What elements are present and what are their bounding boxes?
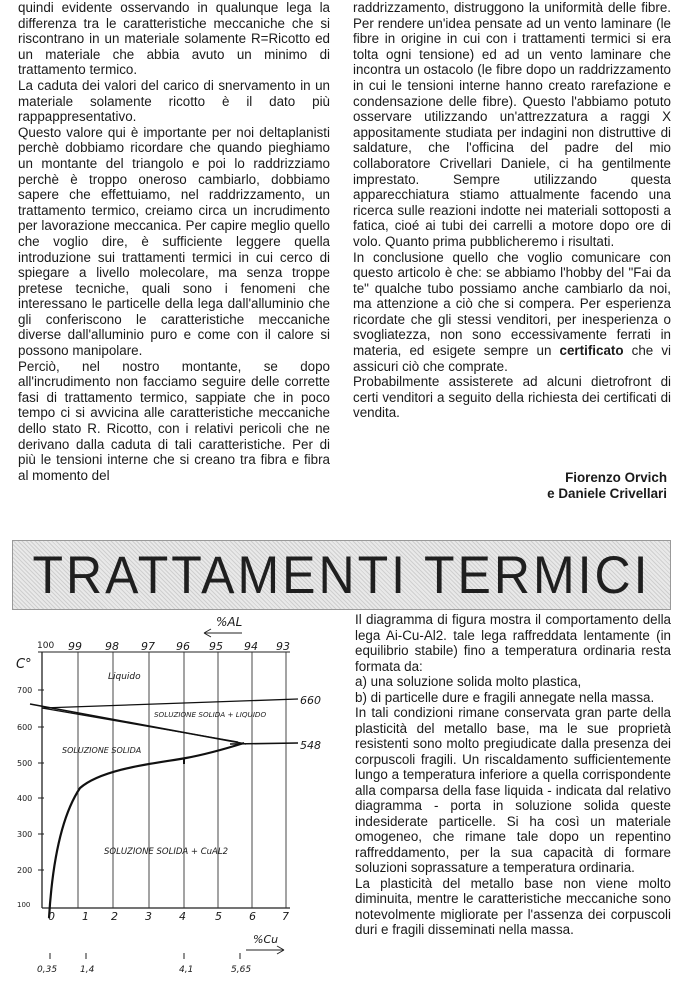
diagram-paragraph-1: Il diagramma di figura mostra il comportamento della lega Ai-Cu-Al2. tale lega raffreddata lentamente (in equilibrio stabile) fino a temperatura ordinaria resta formata da: [355,612,671,674]
y-tick-500: 500 [17,759,33,768]
mark-4-1: 4,1 [179,965,194,975]
y-tick-200: 200 [17,866,33,875]
left-paragraph-1: quindi evidente osservando in qualunque lega la differenza tra le caratteristiche meccaniche che si riscontrano in un materiale solamente R=Ricotto ed un materiale che abbia avuto un minimo di trattamento termico. [18,0,330,78]
composition-marks [50,953,240,959]
mark-1-4: 1,4 [80,965,95,975]
phase-diagram [8,608,348,997]
bottom-tick-2: 2 [111,910,118,923]
diagram-description-column [355,612,671,938]
right-paragraph-3: Probabilmente assisterete ad alcuni dietrofront di certi venditori a seguito della richiesta dei certificati di vendita. [353,374,671,421]
top-axis-title: %AL [216,615,243,629]
diagram-item-a: a) una soluzione solida molto plastica, [355,674,582,689]
right-paragraph-2-start: In conclusione quello che voglio comunicare con questo articolo è che: se abbiamo l'hobby del "Fai da te" qualche tubo possiamo anche cambiarlo da noi, ma attenzione a ciò che si compera. Per esperienza ricordate che gli stessi venditori, per inesperienza o svogliatezza, non sono eccessivamente ferrati in materia, ed esigete sempre un [353,249,671,359]
melting-line-660 [42,699,298,708]
top-tick-95: 95 [209,640,223,653]
region-solid-label: SOLUZIONE SOLIDA [62,746,142,755]
mark-0-35: 0,35 [37,965,58,975]
bottom-tick-7: 7 [282,910,289,923]
diagram-item-b: b) di particelle dure e fragili annegate nella massa. [355,689,655,705]
y-tick-700: 700 [17,686,33,695]
left-paragraph-4: Perciò, nel nostro montante, se dopo all'incrudimento non facciamo seguire delle corrette fasi di trattamento termico, sappiate che in poco tempo ci si avvicina alle caratteristiche meccaniche dello stato R. Ricotto, con i relativi pericoli che ne derivano dalla caduta di tali caratteristiche. Per di più le tensioni interne che si creano tra fibra e fibra al momento del [18,358,330,483]
top-tick-99: 99 [68,640,82,653]
bottom-tick-6: 6 [249,910,256,923]
region-liquid-label: Liquido [108,672,141,682]
right-paragraph-1: raddrizzamento, distruggono la uniformità delle fibre. Per rendere un'idea pensate ad un vento laminare (le fibre in origine in cui con i trattamenti termici si era tolta ogni tensione) ed ad un vento laminare che incontra un ostacolo (le fibre dopo un raddrizzamento in cui le tensioni interne hanno creato rarefazione e condensazione delle fibre). Questo l'abbiamo potuto osservare utilizzando un'attrezzatura a raggi X appositamente studiata per indagini non distruttive di saldature, che l'officina del padre del mio collaboratore Crivellari Daniele, ci ha gentilmente imprestato. Sempre utilizzando questa apparecchiatura stiamo attualmente facendo una ricerca sulle reazioni indotte nei materiali sottoposti a fatica, cioé ai tubi dei carrelli a motore dopo ore di volo. Quanto prima pubblicheremo i risultati. [353,0,671,249]
y-tick-400: 400 [17,794,33,803]
right-text-column [353,0,671,421]
bottom-tick-3: 3 [145,910,152,923]
author-signature [547,470,667,502]
right-paragraph-2-end: che vi assicuri ciò che comprate. [353,343,672,374]
bottom-tick-0: 0 [48,910,55,923]
right-paragraph-2 [353,250,671,375]
section-title: TRATTAMENTI TERMICI [32,545,651,605]
region-solid-cual2-label: SOLUZIONE SOLIDA + CuAL2 [104,847,228,857]
mark-5-65: 5,65 [231,965,252,975]
bottom-tick-1: 1 [82,910,89,923]
top-tick-96: 96 [176,640,190,653]
left-paragraph-3: Questo valore qui è importante per noi deltaplanisti perchè dobbiamo ricordare che quando pieghiamo un montante del triangolo e poi lo raddrizziamo perchè è troppo oneroso cambiarlo, dobbiamo sapere che effettuiamo, nel raddrizzamento, un trattamento termico, creiamo circa un incrudimento per lavorazione meccanica. Per capire meglio quello che voglio dire, è sufficiente leggere quella introduzione sui trattamenti termici in cui cerco di spiegare a livello molecolare, ma senza troppe pretese tecniche, quali sono i fenomeni che interessano le particelle della lega dall'alluminio che gli conferiscono le caratteristiche meccaniche diverse dall'alluminio puro e come con il calore si possono manipolare. [18,124,330,359]
y-tick-600: 600 [17,723,33,732]
top-tick-97: 97 [141,640,155,653]
bottom-tick-4: 4 [179,910,186,923]
top-tick-93: 93 [276,640,290,653]
y-tick-100: 100 [17,901,31,909]
y-tick-300: 300 [17,830,33,839]
label-660: 660 [300,694,321,707]
bottom-axis-title: %Cu [253,933,279,946]
section-banner [12,540,671,610]
label-548: 548 [300,739,321,752]
region-solid-liquid-label: SOLUZIONE SOLIDA + LIQUIDO [154,710,267,719]
author-line-1: Fiorenzo Orvich [565,470,667,485]
vertical-grid [78,652,286,908]
y-tick-marks [38,690,44,870]
bottom-tick-5: 5 [215,910,222,923]
diagram-paragraph-2: In tali condizioni rimane conservata gran parte della plasticità del metallo base, ma le sue proprietà resistenti sono molto pregiudicate dalla presenza dei corpuscoli fragili. Un riscaldamento sufficientemente lungo a temperatura inferiore a quella corrispondente alla comparsa della fase liquida - indicata dal relativo diagramma - porta in soluzione solida queste indesiderate particelle. Si ha così un materiale omogeneo, che rimane tale dopo un repentino raffreddamento, per la sua capacità di formare soluzioni soprassature a temperatura ordinaria. [355,705,671,875]
author-line-2: e Daniele Crivellari [547,486,667,501]
certificate-keyword: certificato [559,343,624,359]
y-axis-unit: C° [16,657,32,672]
left-text-column [18,0,330,483]
top-tick-98: 98 [105,640,119,653]
diagram-paragraph-3: La plasticità del metallo base non viene molto diminuita, mentre le caratteristiche meccaniche sono notevolmente migliorate per l'assenza dei corpuscoli duri e fragili disseminati nella massa. [355,875,671,937]
left-paragraph-2: La caduta dei valori del carico di snervamento in un materiale solamente ricotto è il dato più rappappresentativo. [18,77,330,125]
top-tick-100: 100 [37,641,55,651]
top-tick-94: 94 [244,640,258,653]
